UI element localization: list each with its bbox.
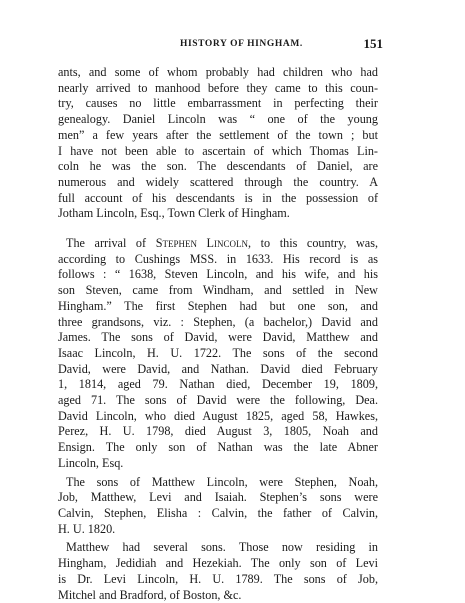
body-text [58,65,378,603]
text-line: Hingham, Jedidiah and Hezekiah. The only son of Levi [58,556,378,572]
text-line: The sons of Matthew Lincoln, were Stephen, Noah, [58,475,378,491]
text-line: Matthew had several sons. Those now residing in [58,540,378,556]
text-line: Mitchel and Bradford, of Boston, &c. [58,588,378,603]
text-line: three grandsons, viz. : Stephen, (a bachelor,) David and [58,315,378,331]
paragraph-3 [58,475,378,538]
name-small-caps: Stephen Lincoln [156,236,248,250]
text-line: son Steven, came from Windham, and settled in New [58,283,378,299]
page-header [58,36,378,54]
text-line: Job, Matthew, Levi and Isaiah. Stephen’s sons were [58,490,378,506]
text-line: Jotham Lincoln, Esq., Town Clerk of Hingham. [58,206,378,222]
page-number: 151 [364,36,384,52]
text-line: full account of his descendants is in the possession of [58,191,378,207]
running-title: HISTORY OF HINGHAM. [180,39,303,49]
text-line: H. U. 1820. [58,522,378,538]
text-line-lead [58,236,378,252]
text-line: 1, 1814, aged 79. Nathan died, December 19, 1809, [58,377,378,393]
text-line: David Lincoln, who died August 1825, aged 58, Hawkes, [58,409,378,425]
text-line: numerous and widely scattered through the country. A [58,175,378,191]
text-line: Perez, H. U. 1798, died August 3, 1805, Noah and [58,424,378,440]
text-line: David, were David, and Nathan. David died February [58,362,378,378]
paragraph-2 [58,236,378,472]
paragraph-4 [58,540,378,603]
text-line: try, causes no little embarrassment in perfecting their [58,96,378,112]
text-line: Ensign. The only son of Nathan was the late Abner [58,440,378,456]
text-line: Lincoln, Esq. [58,456,378,472]
lead-text: The arrival of [66,236,156,250]
text-line: follows : “ 1638, Steven Lincoln, and his wife, and his [58,267,378,283]
lead-tail: , to this country, was, [248,236,378,250]
text-line: James. The sons of David, were David, Matthew and [58,330,378,346]
text-line: I have not been able to ascertain of which Thomas Lin- [58,144,378,160]
paragraph-1 [58,65,378,222]
text-line: aged 71. The sons of David were the following, Dea. [58,393,378,409]
text-line: men” a few years after the settlement of the town ; but [58,128,378,144]
text-line: ants, and some of whom probably had children who had [58,65,378,81]
text-line: coln he was the son. The descendants of Daniel, are [58,159,378,175]
text-line: Isaac Lincoln, H. U. 1722. The sons of the second [58,346,378,362]
text-line: nearly arrived to manhood before they came to this coun- [58,81,378,97]
text-line: Hingham.” The first Stephen had but one son, and [58,299,378,315]
text-line: Calvin, Stephen, Elisha : Calvin, the father of Calvin, [58,506,378,522]
text-line: according to Cushings MSS. in 1633. His record is as [58,252,378,268]
text-line: genealogy. Daniel Lincoln was “ one of the young [58,112,378,128]
text-line: is Dr. Levi Lincoln, H. U. 1789. The sons of Job, [58,572,378,588]
